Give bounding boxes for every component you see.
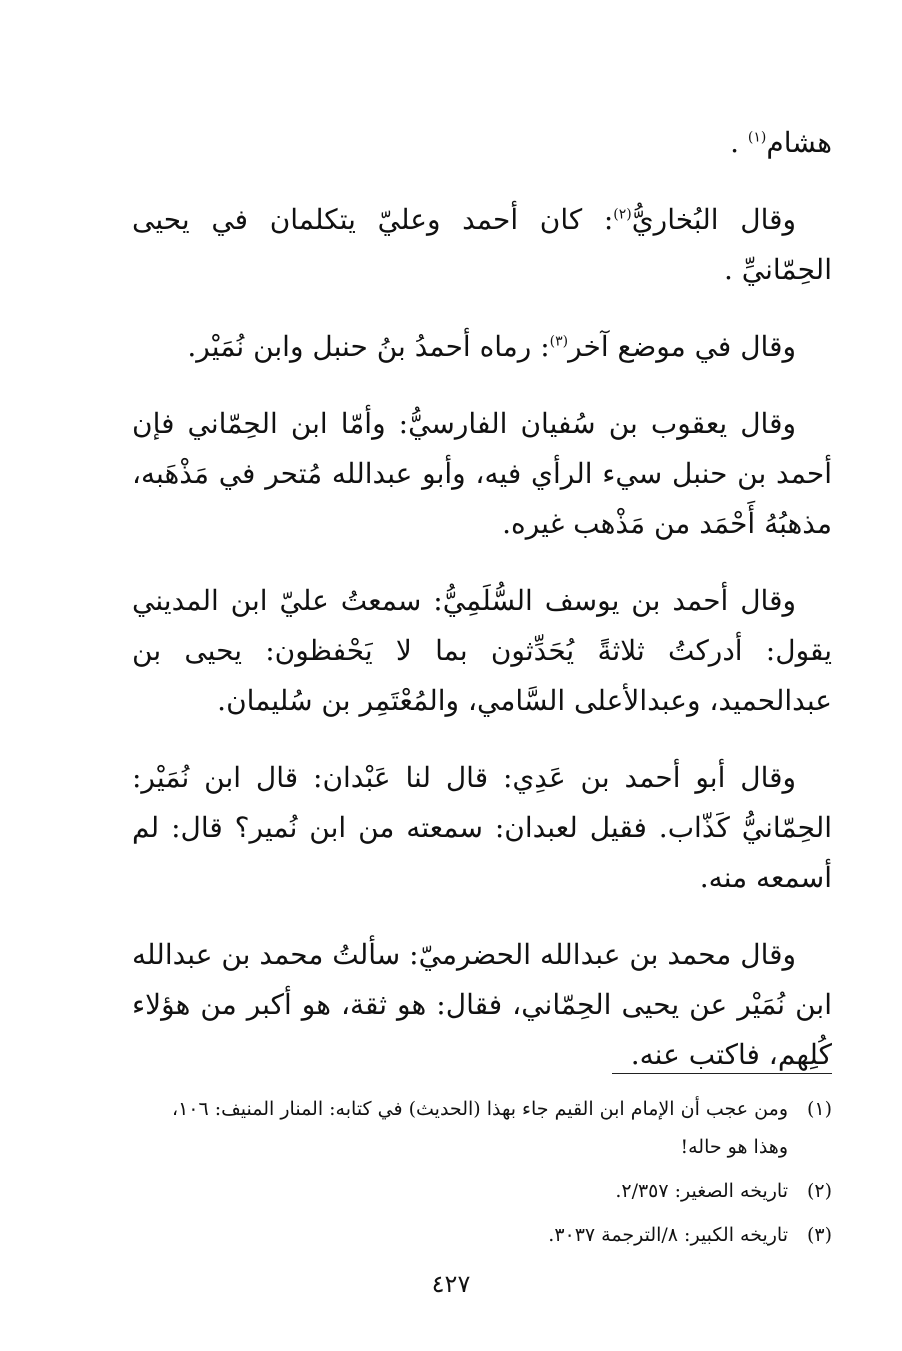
paragraph-2	[132, 195, 832, 295]
footnote-ref-1[interactable]: (١)	[747, 129, 767, 146]
paragraph-text: وقال البُخاريُّ	[631, 203, 797, 236]
footnote-number: (٢)	[806, 1180, 832, 1202]
paragraph-1	[132, 118, 832, 168]
footnote-ref-2[interactable]: (٢)	[613, 206, 632, 223]
paragraph-3	[132, 322, 832, 372]
page-number: ٤٢٧	[431, 1270, 471, 1298]
paragraph-tail: : رماه أحمدُ بنُ حنبل وابن نُمَيْر.	[187, 330, 550, 363]
paragraph-5: وقال أحمد بن يوسف السُّلَمِيُّ: سمعتُ عليّ ابن المديني يقول: أدركتُ ثلاثةً يُحَدِّثون بما لا يَحْفظون: يحيى بن عبدالحميد، وعبدالأعلى السَّامي، والمُعْتَمِر بن سُليمان.	[132, 584, 832, 717]
footnote-number: (٣)	[806, 1224, 832, 1246]
footnote-number: (١)	[806, 1098, 832, 1120]
paragraph-text: وقال في موضع آخر	[568, 330, 796, 363]
paragraph-text: هشام	[766, 126, 832, 159]
footnote-1	[132, 1090, 832, 1166]
footnote-text: تاريخه الكبير: ٨/الترجمة ٣٠٣٧.	[548, 1224, 788, 1246]
paragraph-7: وقال محمد بن عبدالله الحضرميّ: سألتُ محمد بن عبدالله ابن نُمَيْر عن يحيى الحِمّاني، فقال: هو ثقة، هو أكبر من هؤلاء كُلِهم، فاكتب عنه.	[132, 938, 832, 1071]
paragraph-6: وقال أبو أحمد بن عَدِي: قال لنا عَبْدان: قال ابن نُمَيْر: الحِمّانيُّ كَذّاب. فقيل لعبدان: سمعته من ابن نُمير؟ قال: لم أسمعه منه.	[132, 761, 832, 894]
footnote-ref-3[interactable]: (٣)	[549, 333, 569, 350]
paragraph-tail: .	[730, 126, 748, 159]
footnote-divider	[612, 1073, 832, 1074]
footnotes	[132, 1090, 832, 1260]
paragraph-tail: : كان أحمد وعليّ يتكلمان في يحيى الحِمّانيِّ .	[132, 203, 832, 286]
footnote-3	[132, 1216, 832, 1254]
main-text	[132, 118, 832, 1107]
footnote-text: ومن عجب أن الإمام ابن القيم جاء بهذا (الحديث) في كتابه: المنار المنيف: ١٠٦، وهذا هو حاله!	[171, 1098, 788, 1158]
footnote-2	[132, 1172, 832, 1210]
paragraph-4: وقال يعقوب بن سُفيان الفارسيُّ: وأمّا ابن الحِمّاني فإن أحمد بن حنبل سيء الرأي فيه، وأبو عبدالله مُتحر في مَذْهَبه، مذهبُهُ أَحْمَد من مَذْهب غيره.	[132, 407, 832, 540]
footnote-text: تاريخه الصغير: ٢/٣٥٧.	[615, 1180, 788, 1202]
